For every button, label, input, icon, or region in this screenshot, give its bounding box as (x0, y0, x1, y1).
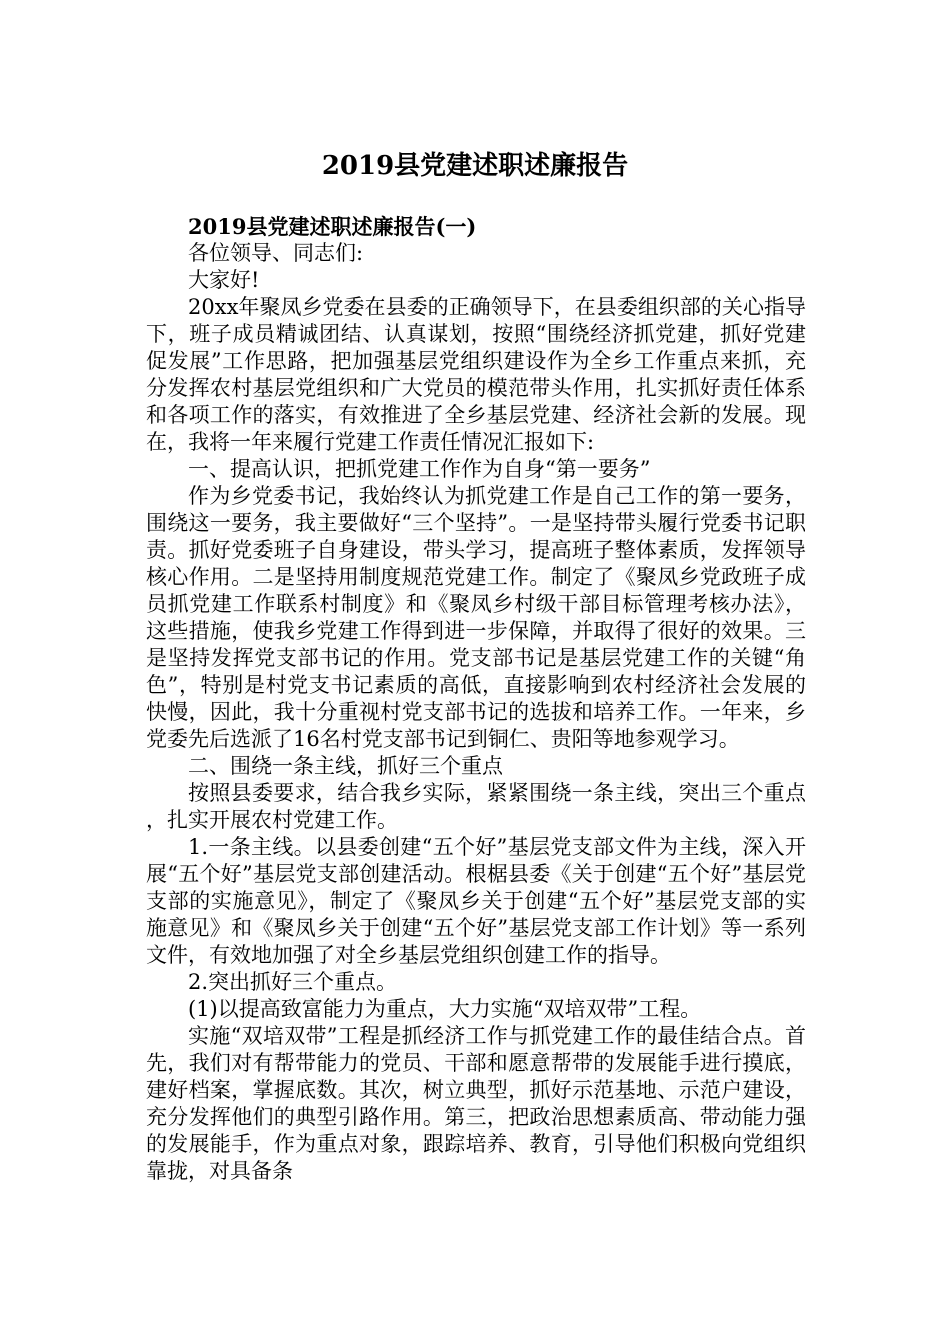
section-heading-2: 二、围绕一条主线，抓好三个重点 (188, 754, 503, 778)
greeting: 大家好! (188, 268, 260, 292)
section-heading-1: 一、提高认识，把抓党建工作作为自身“第一要务” (188, 457, 651, 481)
document-title: 2019县党建述职述廉报告 (321, 151, 629, 181)
body-paragraph: 实施“双培双带”工程是抓经济工作与抓党建工作的最佳结合点。首先，我们对有帮带能力的党员、干部和愿意帮带的发展能手进行摸底，建好档案，掌握底数。其次，树立典型，抓好示范基地、示范户建设，充分发挥他们的典型引路作用。第三，把政治思想素质高、带动能力强的发展能手，作为重点对象，跟踪培养、教育，引导他们积极向党组织靠拢，对具备条 (146, 1024, 806, 1183)
subsection-heading: (1)以提高致富能力为重点，大力实施“双培双带”工程。 (188, 997, 702, 1021)
document-body (146, 213, 806, 1185)
body-paragraph: 作为乡党委书记，我始终认为抓党建工作是自己工作的第一要务，围绕这一要务，我主要做好“三个坚持”。一是坚持带头履行党委书记职责。抓好党委班子自身建设，带头学习，提高班子整体素质，发挥领导核心作用。二是坚持用制度规范党建工作。制定了《聚凤乡党政班子成员抓党建工作联系村制度》和《聚凤乡村级干部目标管理考核办法》，这些措施，使我乡党建工作得到进一步保障，并取得了很好的效果。三是坚持发挥党支部书记的作用。党支部书记是基层党建工作的关键“角色”，特别是村党支书记素质的高低，直接影响到农村经济社会发展的快慢，因此，我十分重视村党支部书记的选拔和培养工作。一年来，乡党委先后选派了16名村党支部书记到铜仁、贵阳等地参观学习。 (146, 484, 806, 751)
body-paragraph: 20xx年聚凤乡党委在县委的正确领导下，在县委组织部的关心指导下，班子成员精诚团结、认真谋划，按照“围绕经济抓党建，抓好党建促发展”工作思路，把加强基层党组织建设作为全乡工作重点来抓，充分发挥农村基层党组织和广大党员的模范带头作用，扎实抓好责任体系和各项工作的落实，有效推进了全乡基层党建、经济社会新的发展。现在，我将一年来履行党建工作责任情况汇报如下: (146, 295, 806, 454)
body-paragraph: 1.一条主线。以县委创建“五个好”基层党支部文件为主线，深入开展“五个好”基层党支部创建活动。根椐县委《关于创建“五个好”基层党支部的实施意见》，制定了《聚凤乡关于创建“五个好”基层党支部的实施意见》和《聚凤乡关于创建“五个好”基层党支部工作计划》等一系列文件，有效地加强了对全乡基层党组织创建工作的指导。 (146, 835, 806, 967)
body-paragraph: 按照县委要求，结合我乡实际，紧紧围绕一条主线，突出三个重点，扎实开展农村党建工作。 (146, 781, 806, 832)
section-heading: 2019县党建述职述廉报告(一) (188, 214, 477, 239)
subsection-heading: 2.突出抓好三个重点。 (188, 970, 398, 994)
salutation: 各位领导、同志们: (188, 241, 364, 265)
